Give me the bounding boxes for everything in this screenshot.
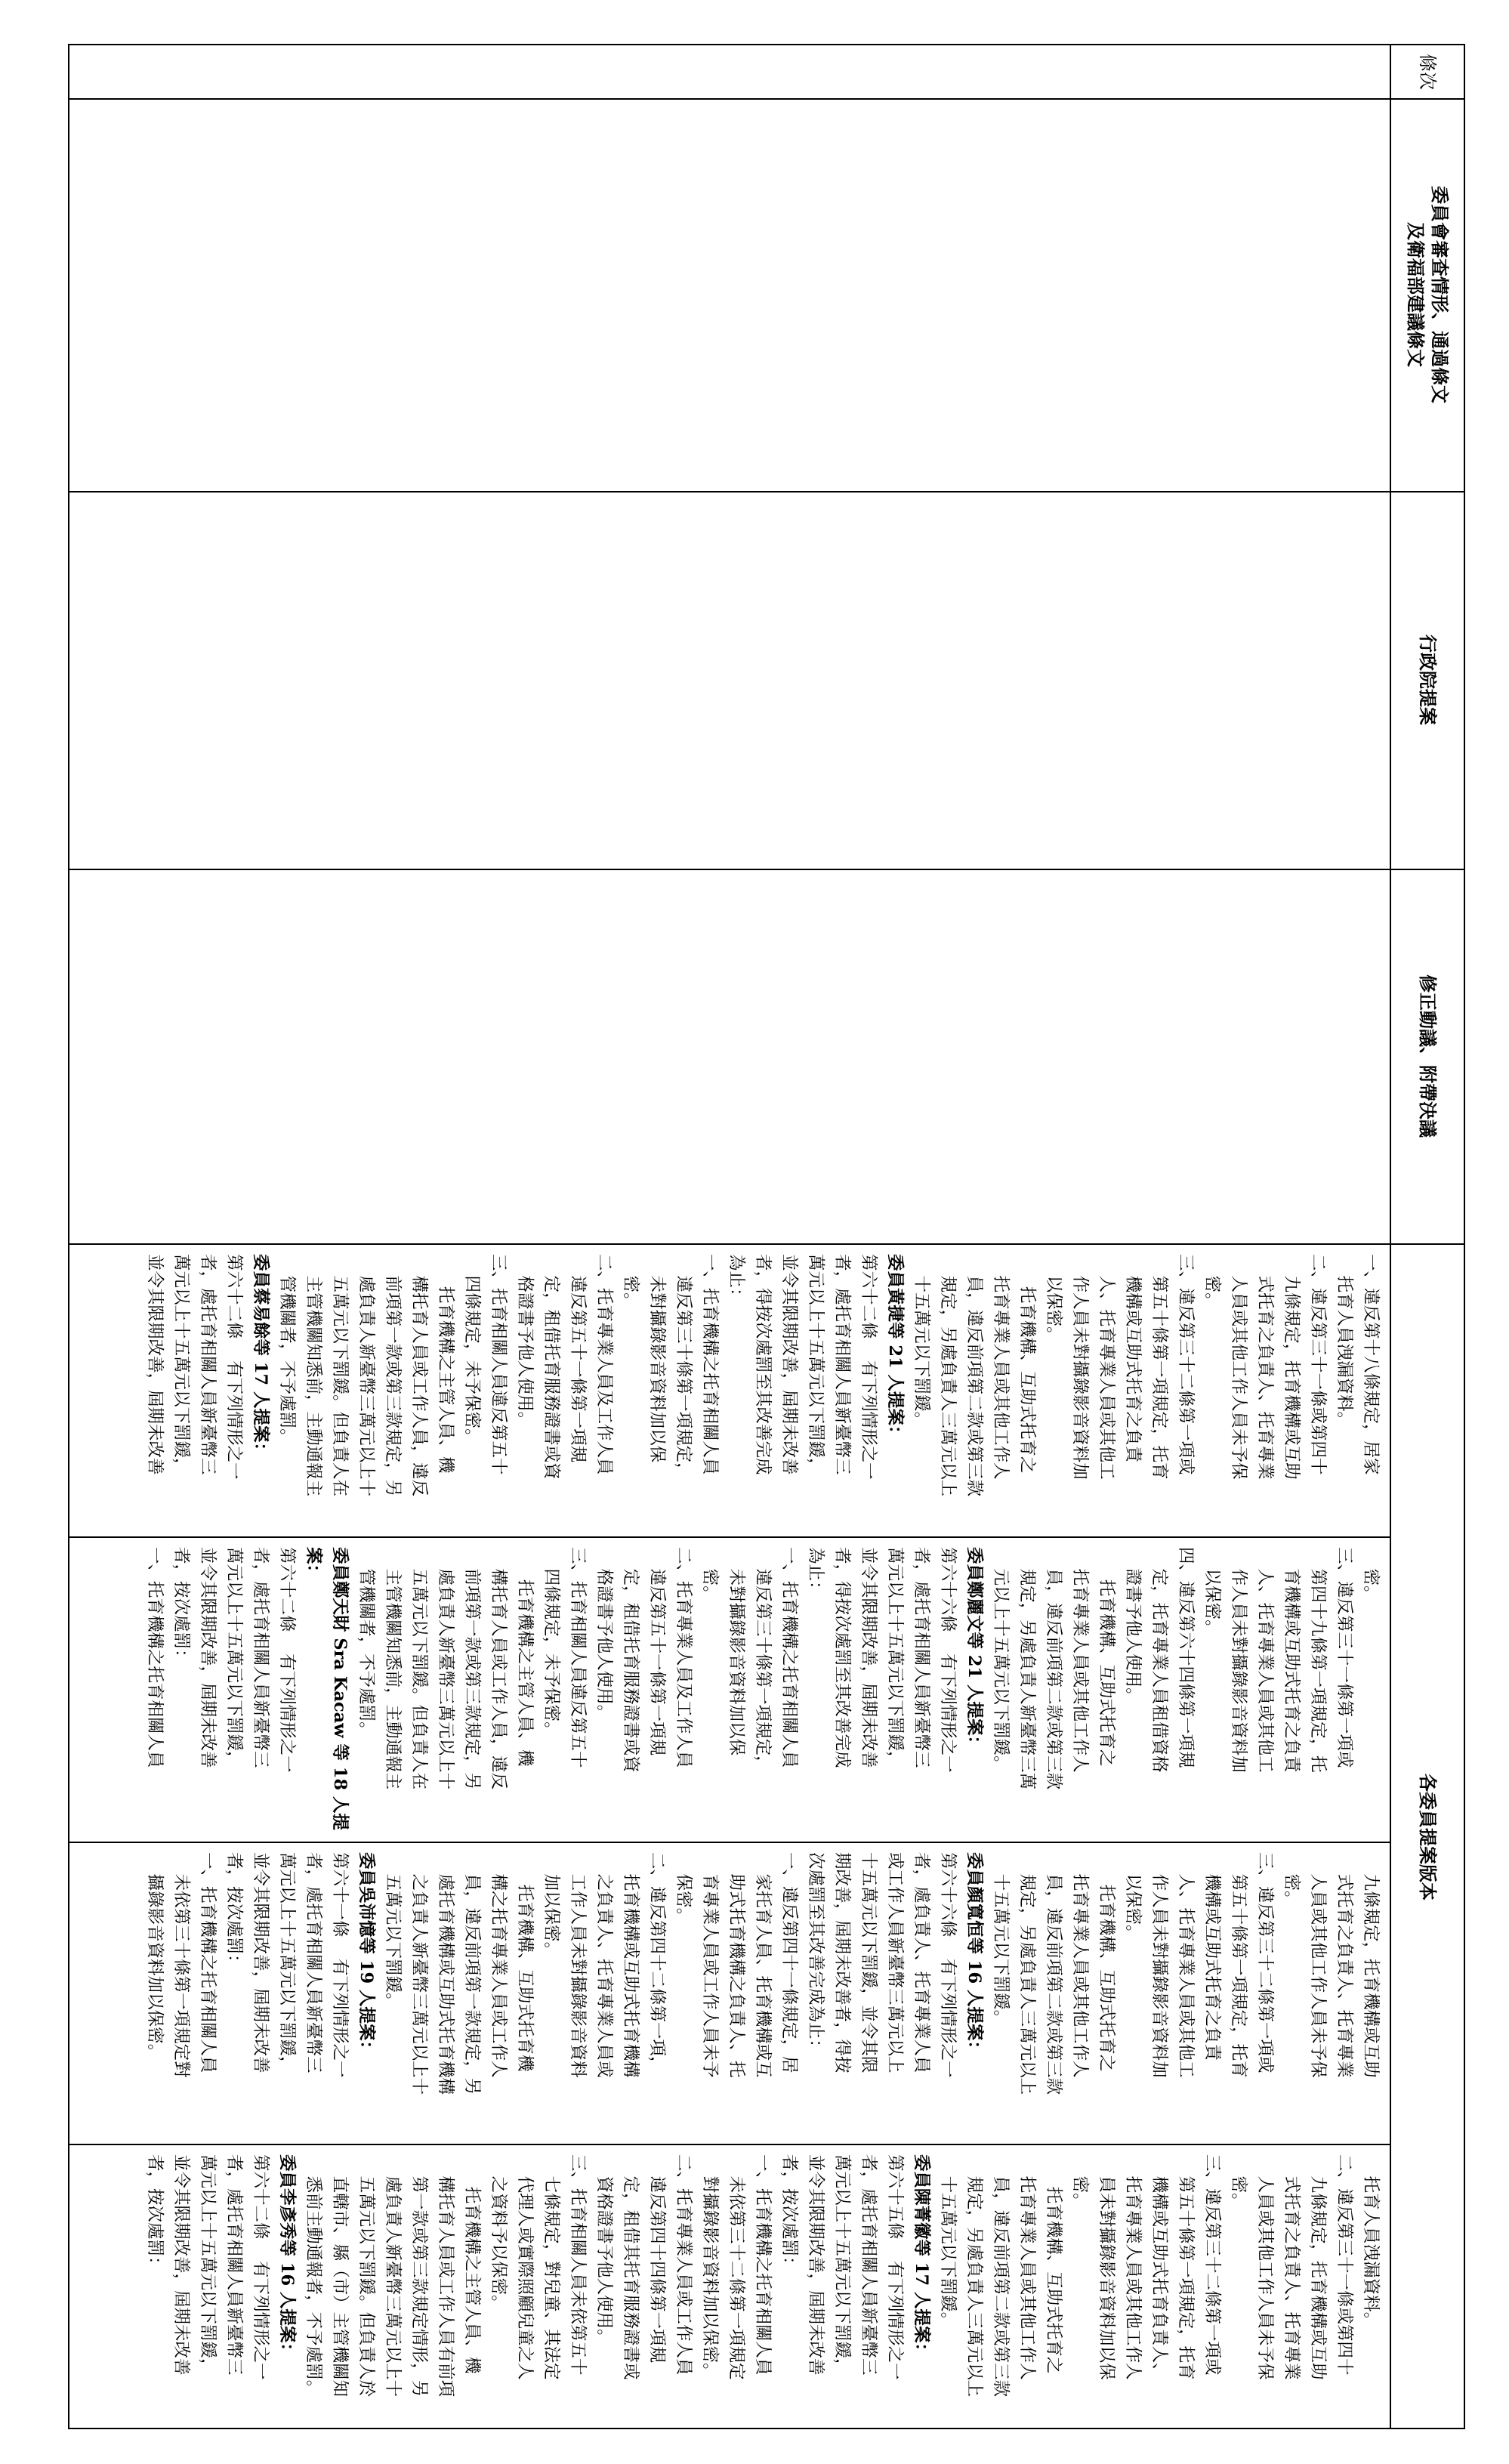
text-line: 五萬元以下罰鍰。但負責人在	[409, 1547, 429, 1790]
text-line: 規定，另處負責人三萬元以上	[1017, 1852, 1037, 2095]
header-versions: 各委員提案版本	[1417, 1774, 1439, 1900]
text-line: 托育機構、互助式托育之	[1097, 1852, 1116, 2072]
text-line: 式托育之負責人、托育專業	[1282, 2154, 1301, 2380]
text-line: 構托育人員或工作人員，違反	[489, 1547, 508, 1790]
version-column-2	[141, 1547, 1384, 1836]
text-line: 前項第一款或第三款規定，另	[383, 1254, 403, 1497]
text-line: 作人員未對攝錄影音資料加	[1149, 1852, 1169, 2078]
text-line: 工作人員未對攝錄影音資料	[568, 1852, 588, 2078]
text-line: 並令其限期改善，屆期未改善	[171, 2154, 191, 2376]
text-line: 員，違反前項第一款規定，另	[462, 1852, 482, 2095]
text-line: 托育人員洩漏資料。	[1335, 1254, 1354, 1429]
text-line: 人員或其他工作人員未予保	[1255, 2154, 1275, 2380]
text-line: 密。	[1361, 1547, 1381, 1603]
text-line: 主管機關知悉前，主動通報主	[383, 1547, 403, 1790]
text-line: 一、違反第十八條規定，居家	[1361, 1254, 1381, 1475]
text-line: 格證書予他人使用。	[594, 1547, 614, 1722]
text-line: 九條規定，托育機構或互助	[1282, 1254, 1301, 1480]
text-line: 者，按次處罰：	[779, 2154, 799, 2274]
text-line: 二、違反第三十一條或第四十	[1335, 2154, 1354, 2376]
text-line: 格證書予他人使用。	[515, 1254, 535, 1429]
text-line: 委員鄭麗文等 21 人提案：	[964, 1547, 984, 1752]
text-line: 並令其限期改善，屆期未改善	[145, 1254, 165, 1475]
comparison-table	[68, 44, 1465, 2429]
text-line: 違反第三十條第一項規定，	[753, 1547, 773, 1773]
text-line: 第六十二條 有下列情形之一	[859, 1254, 878, 1480]
text-line: 機構或互助式托育負責人、	[1149, 2154, 1169, 2380]
text-line: 構托育人員或工作人員有前項	[436, 2154, 455, 2398]
text-line: 次處罰至其改善完成為止：	[806, 1852, 825, 2057]
text-line: 第六十二條 有下列情形之一	[224, 1254, 244, 1480]
text-line: 作人員未對攝錄影音資料加	[1229, 1547, 1248, 1773]
text-line: 定，租借托育服務證書或資	[621, 1547, 640, 1773]
text-line: 之負責人新臺幣三萬元以上十	[409, 1852, 429, 2095]
text-line: 並令其限期改善，屆期未改善	[806, 2154, 825, 2376]
text-line: 第六十二條 有下列情形之一	[251, 2154, 270, 2380]
text-line: 之負責人、托育專業人員或	[594, 1852, 614, 2078]
text-line: 未依第三十二條第一項規定	[727, 2154, 746, 2380]
text-line: 九條規定，托育機構或互助	[1308, 2154, 1328, 2380]
text-line: 托育機構或互助式托育機構	[621, 1852, 640, 2078]
text-line: 助式托育機構之負責人、托	[727, 1852, 746, 2078]
text-line: 委員黃捷等 21 人提案：	[885, 1254, 905, 1443]
text-line: 委員李彥秀等 16 人提案：	[277, 2154, 297, 2360]
text-line: 托育專業人員或其他工作人	[991, 1254, 1011, 1480]
text-line: 員，違反前項第二款或第三款	[1044, 1852, 1063, 2095]
text-line: 一、托育機構之托育相關人員	[145, 1547, 165, 1768]
text-line: 管機關者，不予處罰。	[356, 1547, 376, 1739]
text-line: 育專業人員或工作人員未予	[700, 1852, 720, 2078]
text-line: 第一款或第三款規定情形，另	[409, 2154, 429, 2398]
text-line: 托育專業人員或其他工作人	[1017, 2154, 1037, 2380]
text-line: 者，處托育相關人員新臺幣三	[912, 1547, 931, 1768]
text-line: 者，處負責人、托育專業人員	[912, 1852, 931, 2073]
text-line: 人、托育專業人員或其他工	[1255, 1547, 1275, 1773]
text-line: 以保密。	[1044, 1254, 1063, 1344]
text-line: 四條規定，未予保密。	[462, 1254, 482, 1446]
text-line: 為止：	[727, 1254, 746, 1305]
text-line: 萬元以上十五萬元以下罰鍰，	[224, 1547, 244, 1768]
text-line: 直轄市、縣（市）主管機關知	[330, 2154, 350, 2398]
header-review: 委員會審查情形、通過條文 及衛福部建議條文	[1405, 186, 1451, 403]
text-line: 者，處托育相關人員新臺幣三	[832, 1254, 852, 1475]
text-line: 構托育人員或工作人員，違反	[409, 1254, 429, 1497]
text-line: 第六十五條 有下列情形之一	[885, 2154, 905, 2380]
text-line: 未對攝錄影音資料加以保	[727, 1547, 746, 1756]
text-line: 三、托育相關人員違反第五十	[568, 1547, 588, 1768]
text-line: 證書予他人使用。	[1123, 1547, 1143, 1705]
text-line: 第四十九條第一項規定，托	[1308, 1547, 1328, 1773]
text-line: 第五十條第一項規定，托育	[1229, 1852, 1248, 2078]
text-line: 為止：	[806, 1547, 825, 1598]
text-line: 處托育機構或互助式托育機構	[436, 1852, 455, 2095]
text-line: 者，處托育相關人員新臺幣三	[304, 1852, 323, 2073]
text-line: 處負責人新臺幣三萬元以上十	[436, 1547, 455, 1790]
text-line: 五萬元以下罰鍰。	[383, 1852, 403, 2010]
text-line: 三、違反第三十二條第一項或	[1176, 1254, 1196, 1475]
text-line: 萬元以上十五萬元以下罰鍰，	[277, 1852, 297, 2073]
header-article: 條次	[1417, 54, 1438, 90]
version-column-1	[141, 1254, 1384, 1530]
text-line: 者，按次處罰：	[224, 1852, 244, 1972]
text-line: 萬元以上十五萬元以下罰鍰，	[198, 2154, 218, 2376]
text-line: 育機構或互助式托育之負責	[1282, 1547, 1301, 1773]
text-line: 第六十二條 有下列情形之一	[277, 1547, 297, 1773]
text-line: 密。	[700, 1547, 720, 1603]
text-line: 一、托育機構之托育相關人員	[753, 2154, 773, 2376]
text-line: 委員顏寬恒等 16 人提案：	[964, 1852, 984, 2058]
text-line: 違反第四十四條第一項規	[647, 2154, 667, 2364]
text-line: 密。	[1070, 2154, 1090, 2210]
text-line: 萬元以上十五萬元以下罰鍰，	[885, 1547, 905, 1768]
text-line: 十五萬元以下罰鍰。	[912, 1254, 931, 1429]
text-line: 第六十一條 有下列情形之一	[330, 1852, 350, 2078]
text-line: 萬元以上十五萬元以下罰鍰，	[832, 2154, 852, 2376]
text-line: 攝錄影音資料加以保密。	[145, 1852, 165, 2061]
divider	[69, 1536, 1391, 1538]
text-line: 一、托育機構之托育相關人員	[198, 1852, 218, 2073]
text-line: 者，處托育相關人員新臺幣三	[859, 2154, 878, 2376]
text-line: 人員或其他工作人員未予保	[1308, 1852, 1328, 2078]
text-line: 一、違反第四十一條規定，居	[779, 1852, 799, 2073]
text-line: 違反第三十條第一項規定，	[674, 1254, 693, 1480]
text-line: 資格證書予他人使用。	[594, 2154, 614, 2346]
text-line: 管機關者，不予處罰。	[277, 1254, 297, 1446]
text-line: 二、托育專業人員及工作人員	[674, 1547, 693, 1768]
text-line: 者，處托育相關人員新臺幣三	[224, 2154, 244, 2376]
text-line: 者，得按次處罰至其改善完成	[753, 1254, 773, 1475]
text-line: 二、違反第四十二條第一項，	[647, 1852, 667, 2073]
text-line: 托育機構、互助式托育機	[515, 1852, 535, 2072]
text-line: 托育機構、互助式托育之	[1097, 1547, 1116, 1767]
text-line: 二、違反第三十一條或第四十	[1308, 1254, 1328, 1475]
divider	[69, 98, 1464, 100]
divider	[69, 491, 1464, 492]
text-line: 三、違反第三十二條第一項或	[1255, 1852, 1275, 2073]
text-line: 者，按次處罰：	[145, 2154, 165, 2274]
text-line: 式托育之負責人、托育專業	[1255, 1254, 1275, 1480]
text-line: 違反第五十一條第一項規	[647, 1547, 667, 1756]
version-column-4	[141, 2154, 1384, 2426]
text-line: 構之托育專業人員或工作人	[489, 1852, 508, 2078]
divider	[69, 869, 1464, 870]
text-line: 二、托育專業人員或工作人員	[674, 2154, 693, 2376]
text-line: 者，處托育相關人員新臺幣三	[251, 1547, 270, 1768]
text-line: 規定，另處負責人三萬元以上	[964, 2154, 984, 2398]
text-line: 委員鄭天財 Sra Kacaw 等 18 人提	[330, 1547, 350, 1830]
text-line: 以保密。	[1202, 1547, 1222, 1637]
text-line: 人、托育專業人員或其他工	[1097, 1254, 1116, 1480]
text-line: 四條規定，未予保密。	[542, 1547, 561, 1739]
text-line: 未依第三十條第一項規定對	[171, 1852, 191, 2078]
text-line: 托育機構之主管人員、機	[436, 1254, 455, 1474]
header-exec: 行政院提案	[1417, 635, 1439, 725]
text-line: 一、托育機構之托育相關人員	[779, 1547, 799, 1768]
text-line: 密。	[621, 1254, 640, 1310]
text-line: 加以保密。	[542, 1852, 561, 1959]
text-line: 員未對攝錄影音資料加以保	[1097, 2154, 1116, 2380]
text-line: 之資料予以保密。	[489, 2154, 508, 2312]
text-line: 作人員未對攝錄影音資料加	[1070, 1254, 1090, 1480]
text-line: 並令其限期改善，屆期未改善	[859, 1547, 878, 1768]
text-line: 定，租借托育服務證書或資	[542, 1254, 561, 1480]
text-line: 一、托育機構之托育相關人員	[700, 1254, 720, 1475]
text-line: 員，違反前項第二款或第三款	[964, 1254, 984, 1497]
text-line: 第五十條第一項規定，托育	[1176, 2154, 1196, 2380]
text-line: 處負責人新臺幣三萬元以上十	[383, 2154, 403, 2398]
text-line: 托育專業人員或其他工作人	[1070, 1547, 1090, 1773]
text-line: 悉前主動通報者，不予處罰。	[304, 2154, 323, 2398]
text-line: 處負責人新臺幣三萬元以上十	[356, 1254, 376, 1497]
text-line: 主管機關知悉前，主動通報主	[304, 1254, 323, 1497]
text-line: 三、違反第三十一條第一項或	[1335, 1547, 1354, 1768]
text-line: 未對攝錄影音資料加以保	[647, 1254, 667, 1463]
text-line: 第六十六條 有下列情形之一	[938, 1852, 958, 2078]
text-line: 七條規定，對兒童、其法定	[542, 2154, 561, 2380]
text-line: 托育機構之主管人員、機	[462, 2154, 482, 2374]
text-line: 對攝錄影音資料加以保密。	[700, 2154, 720, 2380]
text-line: 者，得按次處罰至其改善完成	[832, 1547, 852, 1768]
text-line: 機構或互助式托育之負責	[1202, 1852, 1222, 2061]
text-line: 規定，另處負責人三萬元以上	[938, 1254, 958, 1497]
text-line: 密。	[1202, 1254, 1222, 1310]
text-line: 代理人或實際照顧兒童之人	[515, 2154, 535, 2380]
text-line: 以保密。	[1123, 1852, 1143, 1942]
text-line: 二、托育專業人員及工作人員	[594, 1254, 614, 1475]
text-line: 並令其限期改善，屆期未改善	[198, 1547, 218, 1768]
text-line: 案：	[304, 1547, 323, 1582]
text-line: 人員或其他工作人員未予保	[1229, 1254, 1248, 1480]
text-line: 員，違反前項第二款或第三款	[991, 2154, 1011, 2398]
text-line: 托育機構、互助式托育之	[1017, 1254, 1037, 1474]
text-line: 托育專業人員或其他工作人	[1123, 2154, 1143, 2380]
text-line: 十五萬元以下罰鍰。	[938, 2154, 958, 2330]
text-line: 或工作人員新臺幣三萬元以上	[885, 1852, 905, 2073]
text-line: 三、托育相關人員未依第五十	[568, 2154, 588, 2376]
text-line: 十五萬元以下罰鍰，並令其限	[859, 1852, 878, 2073]
text-line: 委員蔡易餘等 17 人提案：	[251, 1254, 270, 1459]
header-amend: 修正動議、附帶決議	[1417, 974, 1439, 1138]
text-line: 托育專業人員或其他工作人	[1070, 1852, 1090, 2078]
text-line: 者，處托育相關人員新臺幣三	[198, 1254, 218, 1475]
text-line: 第六十六條 有下列情形之一	[938, 1547, 958, 1773]
text-line: 機構或互助式托育之負責	[1123, 1254, 1143, 1463]
text-line: 前項第一款或第三款規定，另	[462, 1547, 482, 1790]
text-line: 托育機構、互助式托育之	[1044, 2154, 1063, 2374]
text-line: 三、托育相關人員違反第五十	[489, 1254, 508, 1475]
divider	[69, 2144, 1391, 2145]
text-line: 違反第五十一條第一項規	[568, 1254, 588, 1463]
divider	[69, 1243, 1464, 1245]
text-line: 四、違反第六十四條第一項規	[1176, 1547, 1196, 1768]
text-line: 密。	[1229, 2154, 1248, 2210]
text-line: 第五十條第一項規定，托育	[1149, 1254, 1169, 1480]
text-line: 元以上十五萬元以下罰鍰。	[991, 1547, 1011, 1773]
text-line: 規定，另處負責人新臺幣三萬	[1017, 1547, 1037, 1790]
text-line: 托育機構之主管人員、機	[515, 1547, 535, 1767]
text-line: 萬元以上十五萬元以下罰鍰，	[171, 1254, 191, 1475]
text-line: 並令其限期改善，屆期未改善	[251, 1852, 270, 2073]
text-line: 家托育人員、托育機構或互	[753, 1852, 773, 2078]
text-line: 定，租借其托育服務證書或	[621, 2154, 640, 2380]
text-line: 式托育之負責人、托育專業	[1335, 1852, 1354, 2078]
text-line: 五萬元以下罰鍰。但負責人在	[330, 1254, 350, 1497]
text-line: 者，按次處罰：	[171, 1547, 191, 1666]
version-column-3	[141, 1852, 1384, 2138]
text-line: 委員陳菁徽等 17 人提案：	[912, 2154, 931, 2360]
text-line: 九條規定，托育機構或互助	[1361, 1852, 1381, 2078]
text-line: 密。	[1282, 1852, 1301, 1908]
text-line: 托育人員洩漏資料。	[1361, 2154, 1381, 2330]
text-line: 萬元以上十五萬元以下罰鍰，	[806, 1254, 825, 1475]
text-line: 十五萬元以下罰鍰。	[991, 1852, 1011, 2027]
text-line: 並令其限期改善，屆期未改善	[779, 1254, 799, 1475]
text-line: 定，托育專業人員租借資格	[1149, 1547, 1169, 1773]
text-line: 保密。	[674, 1852, 693, 1925]
divider	[69, 1842, 1391, 1843]
text-line: 委員吳沛憶等 19 人提案：	[356, 1852, 376, 2058]
text-line: 員，違反前項第二款或第三款	[1044, 1547, 1063, 1790]
text-line: 人、托育專業人員或其他工	[1176, 1852, 1196, 2078]
text-line: 五萬元以下罰鍰。但負責人於	[356, 2154, 376, 2398]
text-line: 期改善，屆期未改善者，得按	[832, 1852, 852, 2073]
text-line: 三、違反第三十二條第一項或	[1202, 2154, 1222, 2376]
